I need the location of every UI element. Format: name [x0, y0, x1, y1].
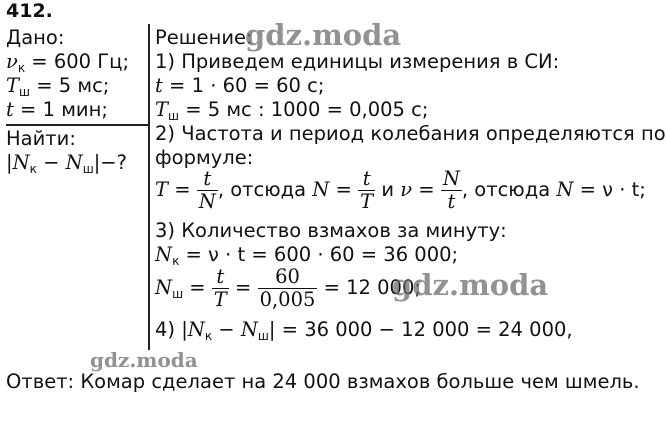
- fraction-60-over-0005: $\frac{60}{0,005}$: [259, 265, 316, 311]
- fraction-N-over-t: $\frac{N}{t}$: [442, 167, 460, 213]
- given-time-value: 1 мин;: [42, 98, 108, 121]
- vertical-divider: [148, 24, 150, 350]
- period-conversion: $T_ш = 5$ мс : 1000 = 0,005 с;: [155, 98, 429, 123]
- solution-header: Решение:: [155, 26, 253, 49]
- step-4-difference: 4) $|N_к - N_ш| = 36$ 000 − 12 000 = 24 000,: [155, 318, 573, 343]
- step-2-line-1: 2) Частота и период колебания определяются по: [155, 122, 666, 145]
- step-1-title: 1) Приведем единицы измерения в СИ:: [155, 50, 560, 73]
- problem-number: 412.: [6, 0, 53, 22]
- step-2-line-2: формуле:: [155, 146, 254, 169]
- mosquito-count: $N_к = \nu \cdot t = 600 \cdot 60 = 36$ 000;: [155, 243, 459, 268]
- period-formula-line: T = $\frac{t}{N}$ , отсюда N = $\frac{t}{T}$ и ν = $\frac{N}{t}$ , отсюда N = ν · t;: [155, 167, 646, 213]
- fraction-t-over-T: $\frac{t}{T}$: [360, 167, 374, 213]
- given-period-value: 5 мс;: [58, 74, 110, 97]
- given-frequency-value: 600 Гц;: [53, 50, 130, 73]
- step-3-title: 3) Количество взмахов за минуту:: [155, 219, 507, 242]
- given-header: Дано:: [6, 26, 65, 49]
- given-time: t = 1 мин;: [6, 98, 108, 121]
- watermark-middle: gdz.moda: [392, 268, 549, 302]
- fraction-t-over-N: $\frac{t}{N}$: [198, 167, 216, 213]
- given-frequency: $\nu_к = 600$ Гц;: [6, 50, 130, 75]
- bumblebee-count: $N_ш$ = $\frac{t}{T}$ = $\frac{60}{0,005}$ = 12 000;: [155, 265, 421, 311]
- find-expression: $|N_к - N_ш|-$?: [6, 151, 127, 176]
- watermark-bottom: gdz.moda: [90, 348, 198, 372]
- answer-line: Ответ: Комар сделает на 24 000 взмахов больше чем шмель.: [6, 370, 640, 393]
- find-header: Найти:: [6, 127, 76, 150]
- horizontal-divider: [6, 124, 149, 126]
- fraction-t-over-T-2: $\frac{t}{T}$: [213, 265, 227, 311]
- watermark-top: gdz.moda: [245, 18, 402, 52]
- given-period: $T_ш = 5$ мс;: [6, 74, 110, 99]
- time-conversion: t = 1 · 60 = 60 с;: [155, 74, 325, 97]
